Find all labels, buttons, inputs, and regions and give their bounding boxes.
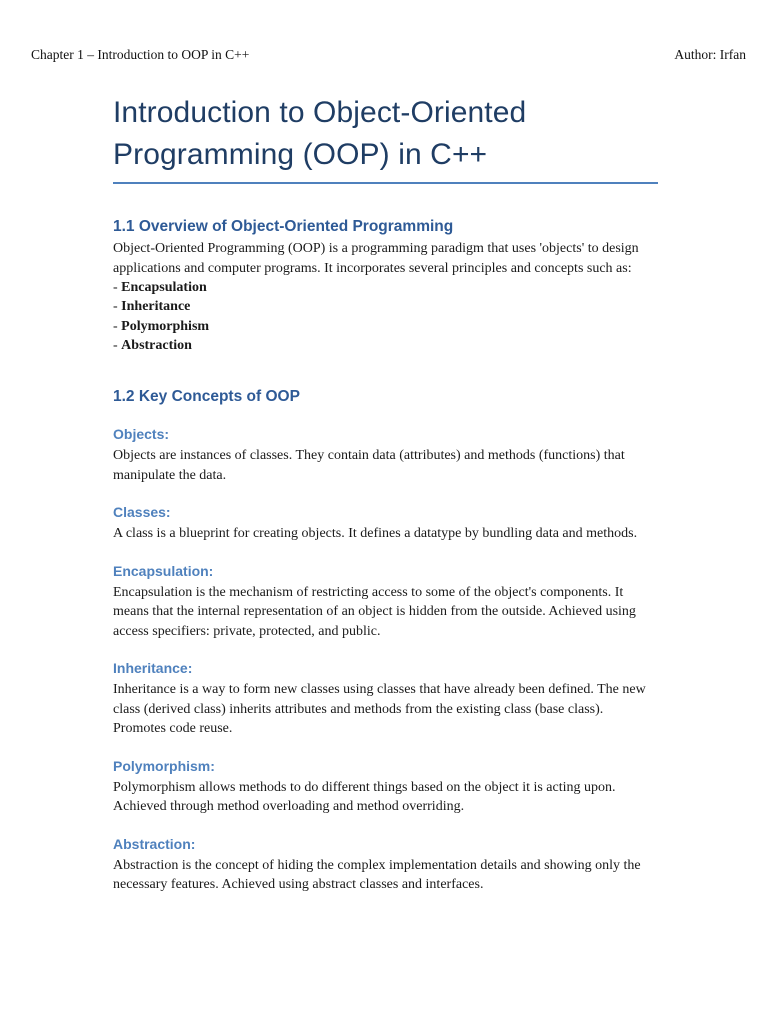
bullet-prefix: - [113,318,122,334]
concept-text: Polymorphism allows methods to do different things based on the object it is acting upon. Achieved through method overloading and method overriding. [113,779,616,815]
concept-encapsulation [113,562,658,642]
list-item [113,336,658,355]
concept-text: A class is a blueprint for creating objects. It defines a datatype by bundling data and methods. [113,526,638,542]
concept-heading: Polymorphism: [113,757,215,774]
concept-heading: Encapsulation: [113,562,214,579]
list-item [113,278,658,297]
concept-abstraction [113,835,658,895]
principles-list [113,278,658,355]
concept-text: Objects are instances of classes. They contain data (attributes) and methods (functions) that manipulate the data. [113,448,625,483]
page-header [31,47,746,63]
page-title: Introduction to Object-Oriented Programming (OOP) in C++ [113,92,658,184]
concept-text: Abstraction is the concept of hiding the complex implementation details and showing only the necessary features. Achieved using abstract classes and interfaces. [113,857,641,893]
author-label: Author: Irfan [674,47,746,62]
list-item [113,317,658,336]
list-item [113,297,658,316]
section-heading-key-concepts: 1.2 Key Concepts of OOP [113,388,300,406]
concept-text: Inheritance is a way to form new classes using classes that have already been defined. The new class (derived class) inherits attributes and methods from the existing class (base class). Promotes code reuse. [113,682,646,737]
concept-heading: Objects: [113,426,170,443]
document-body [113,92,658,895]
concept-text: Encapsulation is the mechanism of restricting access to some of the object's components. It means that the internal representation of an object is hidden from the outside. Achieved using access specifiers: private, protected, and public. [113,584,636,639]
overview-paragraph: Object-Oriented Programming (OOP) is a programming paradigm that uses 'objects' to design applications and computer programs. It incorporates several principles and concepts such as: [113,241,639,276]
concept-objects [113,425,658,485]
concept-heading: Classes: [113,504,171,521]
section-heading-overview: 1.1 Overview of Object-Oriented Programming [113,218,454,235]
bullet-label: Polymorphism [121,318,210,334]
concept-heading: Inheritance: [113,660,193,677]
chapter-label: Chapter 1 – Introduction to OOP in C++ [31,47,250,62]
bullet-label: Encapsulation [121,280,207,295]
concept-polymorphism [113,757,658,817]
bullet-label: Abstraction [121,337,192,353]
bullet-prefix: - [113,337,122,353]
concept-classes [113,503,658,544]
bullet-label: Inheritance [121,299,191,315]
bullet-prefix: - [113,299,122,315]
concept-inheritance [113,659,658,739]
concept-heading: Abstraction: [113,835,196,852]
bullet-prefix: - [113,280,122,295]
